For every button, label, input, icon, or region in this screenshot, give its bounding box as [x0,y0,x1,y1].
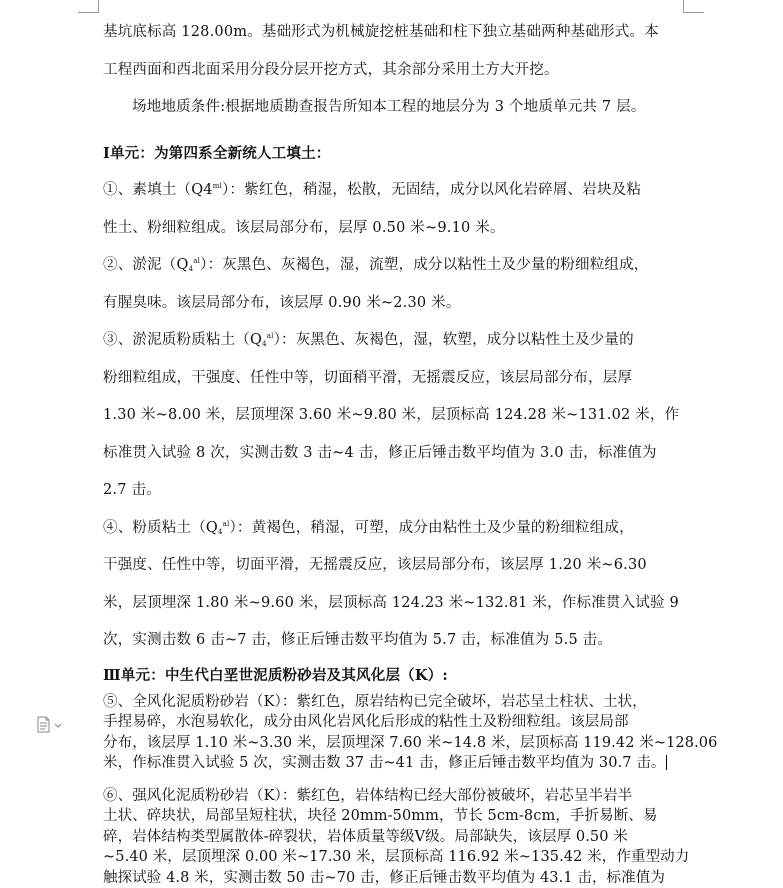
text-cursor [666,755,667,770]
layer-3-line: ③、淤泥质粉质粘土$(Q_4^{al})$：灰黑色、灰褐色，湿，软塑，成分以粘性土及少量的 [103,322,683,360]
layer-6-line: 土状、碎块状，局部呈短柱状，块径 20mm-50mm，节长 5cm-8cm，手折易断、易 [103,806,683,827]
layer-3-line: 标准贯入试验 8 次，实测击数 3 击~4 击，修正后锤击数平均值为 3.0 击，标准值为 [103,435,683,473]
paragraph-line: 工程西面和西北面采用分段分层开挖方式，其余部分采用土方大开挖。 [103,52,683,90]
page-corner-mark-right [683,0,704,13]
layer-6-line: ⑥、强风化泥质粉砂岩（K）：紫红色，岩体结构已经大部份被破坏，岩芯呈半岩半 [103,786,683,807]
layer-4-line: 次，实测击数 6 击~7 击，修正后锤击数平均值为 5.7 击，标准值为 5.5 击。 [103,622,683,660]
layer-3-line: 2.7 击。 [103,472,683,510]
layer-5-line: 米，作标准贯入试验 5 次，实测击数 37 击~41 击，修正后锤击数平均值为 30.7 击。 [103,753,683,774]
layer-6-line: ~5.40 米，层顶埋深 0.00 米~17.30 米，层顶标高 116.92 米~135.42 米，作重型动力 [103,847,683,868]
layer-2-line: ②、淤泥$(Q_4^{al})$：灰黑色、灰褐色，湿，流塑，成分以粘性土及少量的粉细粒组成， [103,247,683,285]
layer-6-line: 碎，岩体结构类型属散体-碎裂状，岩体质量等级Ⅴ级。局部缺失，该层厚 0.50 米 [103,827,683,848]
layer-1-line: 性土、粉细粒组成。该层局部分布，层厚 0.50 米~9.10 米。 [103,210,683,248]
layer-4-line: 干强度、任性中等，切面平滑，无摇震反应，该层局部分布，该层厚 1.20 米~6.30 [103,547,683,585]
layer-5-line: 分布，该层厚 1.10 米~3.30 米，层顶埋深 7.60 米~14.8 米，层顶标高 119.42 米~128.06 [103,733,683,754]
unit-1-heading: Ⅰ单元：为第四系全新统人工填土： [103,135,683,173]
unit-3-heading: Ⅲ单元：中生代白垩世泥质粉砂岩及其风化层（K）: [103,660,683,692]
layer-6-line: 触探试验 4.8 米，实测击数 50 击~70 击，修正后锤击数平均值为 43.1 击，标准值为 [103,868,683,888]
layer-2-line: 有腥臭味。该层局部分布，该层厚 0.90 米~2.30 米。 [103,285,683,323]
layer-3-line: 粉细粒组成，干强度、任性中等，切面稍平滑，无摇震反应，该层局部分布，层厚 [103,360,683,398]
paragraph-layout-icon[interactable] [36,716,72,734]
layer-1-line: ①、素填土$(Q4^{ml})$：紫红色，稍湿，松散，无固结，成分以风化岩碎屑、岩块及粘 [103,172,683,210]
paragraph-line: 基坑底标高 128.00m。基础形式为机械旋挖桩基础和柱下独立基础两种基础形式。本 [103,14,683,52]
layer-3-line: 1.30 米~8.00 米，层顶埋深 3.60 米~9.80 米，层顶标高 124.28 米~131.02 米，作 [103,397,683,435]
layer-4-line: ④、粉质粘土$(Q_4^{al})$：黄褐色，稍湿，可塑，成分由粘性土及少量的粉细粒组成， [103,510,683,548]
layer-5-line: ⑤、全风化泥质粉砂岩（K）：紫红色，原岩结构已完全破坏，岩芯呈土柱状、土状， [103,692,683,713]
paragraph-line: 场地地质条件:根据地质勘查报告所知本工程的地层分为 3 个地质单元共 7 层。 [103,89,683,127]
page-corner-mark-left [78,0,99,13]
layer-4-line: 米，层顶埋深 1.80 米~9.60 米，层顶标高 124.23 米~132.81 米，作标准贯入试验 9 [103,585,683,623]
document-page [103,14,683,888]
layer-5-line: 手捏易碎，水泡易软化，成分由风化岩风化后形成的粘性土及粉细粒组。该层局部 [103,712,683,733]
